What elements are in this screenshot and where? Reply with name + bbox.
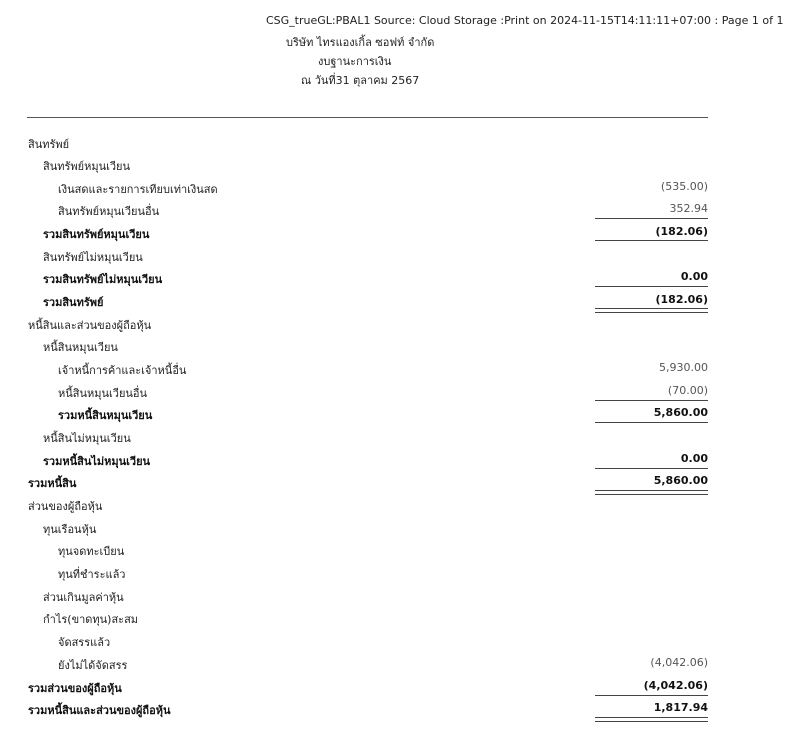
subtotal-rule: [595, 286, 708, 287]
row-label: สินทรัพย์: [28, 138, 70, 151]
row-label: รวมสินทรัพย์ไม่หมุนเวียน: [43, 273, 163, 286]
row-amount: 5,860.00: [653, 474, 708, 487]
row-label: ยังไม่ได้จัดสรร: [58, 659, 128, 672]
subtotal-rule: [595, 468, 708, 469]
row-noncurrent-liabilities: [0, 426, 786, 448]
row-label: ส่วนเกินมูลค่าหุ้น: [43, 591, 124, 604]
row-label: หนี้สินหมุนเวียน: [43, 341, 118, 354]
row-current-liabilities: [0, 335, 786, 357]
row-trade-payables: [0, 358, 786, 380]
row-amount: 0.00: [680, 452, 708, 465]
total-rule: [595, 240, 708, 241]
row-share-premium: [0, 585, 786, 607]
row-label: ทุนที่ชำระแล้ว: [58, 568, 126, 581]
company-name: บริษัท ไทรแองเกิ้ล ซอฟท์ จำกัด: [286, 36, 435, 49]
row-liabilities-equity: [0, 313, 786, 335]
row-label: รวมส่วนของผู้ถือหุ้น: [28, 682, 122, 695]
row-amount: (4,042.06): [650, 656, 708, 669]
row-amount: 5,930.00: [659, 361, 708, 374]
row-equity: [0, 494, 786, 516]
row-amount: 5,860.00: [653, 406, 708, 419]
row-current-assets: [0, 154, 786, 176]
header-divider: [27, 117, 708, 118]
row-label: กำไร(ขาดทุน)สะสม: [43, 613, 139, 626]
subtotal-rule: [595, 695, 708, 696]
row-label: หนี้สินและส่วนของผู้ถือหุ้น: [28, 319, 152, 332]
row-amount: (4,042.06): [643, 679, 708, 692]
row-label: จัดสรรแล้ว: [58, 636, 111, 649]
row-amount: (535.00): [660, 180, 708, 193]
row-label: หนี้สินไม่หมุนเวียน: [43, 432, 131, 445]
row-assets: [0, 132, 786, 154]
row-label: สินทรัพย์หมุนเวียนอื่น: [58, 205, 160, 218]
subtotal-rule: [595, 218, 708, 219]
subtotal-rule: [595, 400, 708, 401]
row-amount: (182.06): [655, 293, 708, 306]
row-noncurrent-assets: [0, 245, 786, 267]
report-date: ณ วันที่31 ตุลาคม 2567: [301, 74, 420, 87]
row-label: สินทรัพย์ไม่หมุนเวียน: [43, 251, 143, 264]
row-amount: 1,817.94: [653, 701, 708, 714]
row-share-capital: [0, 517, 786, 539]
row-label: สินทรัพย์หมุนเวียน: [43, 160, 131, 173]
row-label: รวมสินทรัพย์หมุนเวียน: [43, 228, 150, 241]
row-label: เจ้าหนี้การค้าและเจ้าหนี้อื่น: [58, 364, 187, 377]
row-unappropriated: [0, 653, 786, 675]
row-paid-up-capital: [0, 562, 786, 584]
row-amount: 352.94: [669, 202, 708, 215]
row-label: ทุนเรือนหุ้น: [43, 523, 97, 536]
row-label: รวมหนี้สินและส่วนของผู้ถือหุ้น: [28, 704, 171, 717]
total-rule: [595, 422, 708, 423]
row-label: เงินสดและรายการเทียบเท่าเงินสด: [58, 183, 218, 196]
row-label: ส่วนของผู้ถือหุ้น: [28, 500, 103, 513]
row-registered-capital: [0, 539, 786, 561]
row-amount: (182.06): [655, 225, 708, 238]
report-title: งบฐานะการเงิน: [318, 55, 392, 68]
row-label: รวมสินทรัพย์: [43, 296, 104, 309]
row-appropriated: [0, 630, 786, 652]
row-label: รวมหนี้สินไม่หมุนเวียน: [43, 455, 151, 468]
row-label: รวมหนี้สิน: [28, 477, 77, 490]
row-amount: (70.00): [667, 384, 708, 397]
print-info-line: CSG_trueGL:PBAL1 Source: Cloud Storage :Print on 2024-11-15T14:11:11+07:00 : Page 1 of 1: [266, 14, 784, 27]
row-label: ทุนจดทะเบียน: [58, 545, 125, 558]
row-cash: [0, 177, 786, 199]
row-amount: 0.00: [680, 270, 708, 283]
row-label: หนี้สินหมุนเวียนอื่น: [58, 387, 148, 400]
row-retained-earnings: [0, 607, 786, 629]
row-label: รวมหนี้สินหมุนเวียน: [58, 409, 153, 422]
grand-total-rule: [595, 717, 708, 722]
